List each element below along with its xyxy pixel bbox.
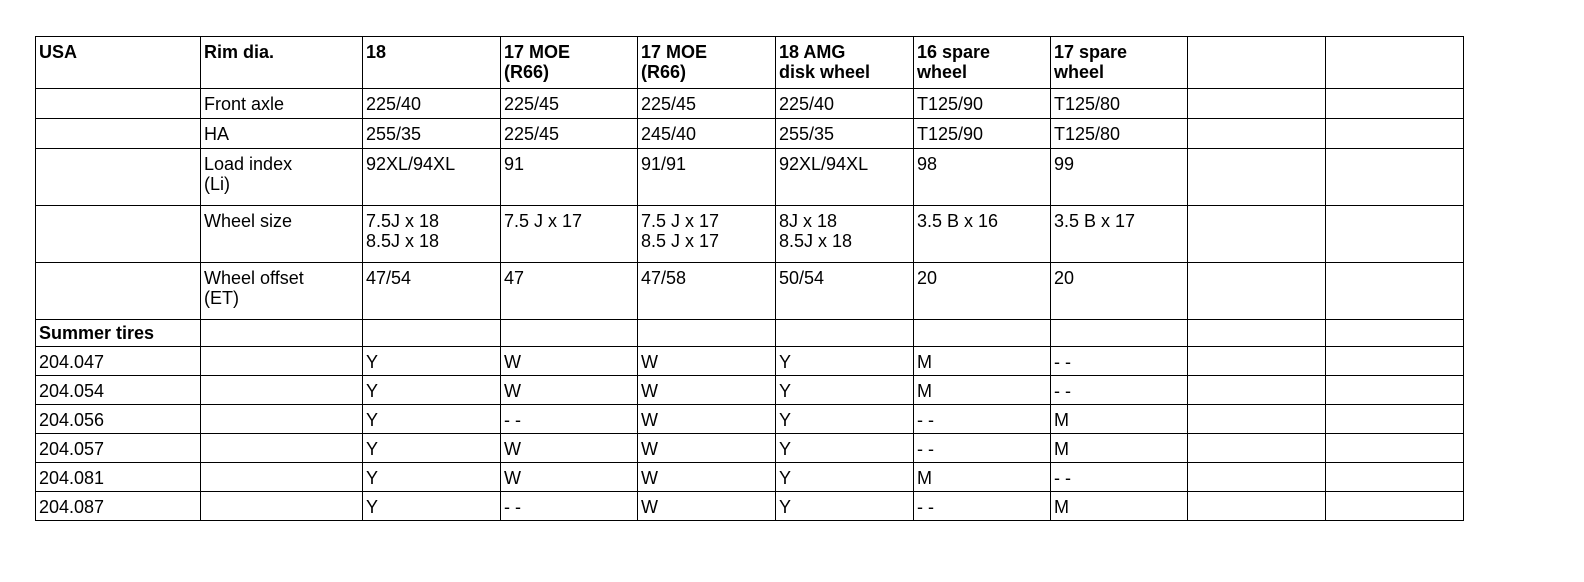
speed-rating: M bbox=[1051, 405, 1188, 434]
empty-cell bbox=[1051, 320, 1188, 347]
spec-value: T125/90 bbox=[914, 119, 1051, 149]
spec-row bbox=[36, 206, 1464, 263]
spec-value: 255/35 bbox=[776, 119, 914, 149]
table-body bbox=[36, 37, 1464, 521]
empty-cell bbox=[1326, 206, 1464, 263]
empty-cell bbox=[1326, 149, 1464, 206]
table-row bbox=[36, 434, 1464, 463]
spec-value: 91 bbox=[501, 149, 638, 206]
tire-spec-table bbox=[35, 36, 1464, 521]
empty-cell bbox=[1326, 89, 1464, 119]
spec-value: 225/45 bbox=[501, 89, 638, 119]
speed-rating: W bbox=[638, 492, 776, 521]
header-cell bbox=[1188, 37, 1326, 89]
spec-label: Wheel size bbox=[201, 206, 363, 263]
empty-cell bbox=[1188, 405, 1326, 434]
speed-rating: Y bbox=[776, 405, 914, 434]
header-cell bbox=[1326, 37, 1464, 89]
empty-cell bbox=[1326, 376, 1464, 405]
speed-rating: Y bbox=[363, 376, 501, 405]
empty-cell bbox=[1326, 263, 1464, 320]
spec-value: 47/58 bbox=[638, 263, 776, 320]
empty-cell bbox=[1188, 89, 1326, 119]
speed-rating: Y bbox=[776, 492, 914, 521]
spec-value: T125/80 bbox=[1051, 119, 1188, 149]
empty-cell bbox=[501, 320, 638, 347]
spec-value: T125/90 bbox=[914, 89, 1051, 119]
speed-rating: W bbox=[638, 463, 776, 492]
spec-label: Front axle bbox=[201, 89, 363, 119]
empty-cell bbox=[201, 347, 363, 376]
tire-code: 204.081 bbox=[36, 463, 201, 492]
spec-value: 7.5J x 18 8.5J x 18 bbox=[363, 206, 501, 263]
speed-rating: W bbox=[501, 434, 638, 463]
speed-rating: Y bbox=[776, 376, 914, 405]
speed-rating: Y bbox=[363, 463, 501, 492]
empty-cell bbox=[1326, 434, 1464, 463]
spec-label: Wheel offset (ET) bbox=[201, 263, 363, 320]
empty-cell bbox=[1188, 119, 1326, 149]
empty-cell bbox=[201, 405, 363, 434]
header-cell: 17 MOE (R66) bbox=[501, 37, 638, 89]
spec-value: T125/80 bbox=[1051, 89, 1188, 119]
table-row bbox=[36, 405, 1464, 434]
empty-cell bbox=[1188, 376, 1326, 405]
speed-rating: M bbox=[914, 376, 1051, 405]
tire-code: 204.054 bbox=[36, 376, 201, 405]
empty-cell bbox=[1188, 206, 1326, 263]
spec-row bbox=[36, 149, 1464, 206]
header-cell: 16 spare wheel bbox=[914, 37, 1051, 89]
speed-rating: Y bbox=[776, 347, 914, 376]
spec-value: 98 bbox=[914, 149, 1051, 206]
speed-rating: M bbox=[914, 463, 1051, 492]
empty-cell bbox=[201, 376, 363, 405]
empty-cell bbox=[201, 320, 363, 347]
empty-cell bbox=[1188, 463, 1326, 492]
table-row bbox=[36, 463, 1464, 492]
header-cell: 17 spare wheel bbox=[1051, 37, 1188, 89]
speed-rating: - - bbox=[1051, 463, 1188, 492]
table-row bbox=[36, 376, 1464, 405]
empty-cell bbox=[1188, 434, 1326, 463]
table-row bbox=[36, 347, 1464, 376]
empty-cell bbox=[1188, 347, 1326, 376]
spec-value: 47/54 bbox=[363, 263, 501, 320]
header-cell: 18 AMG disk wheel bbox=[776, 37, 914, 89]
speed-rating: W bbox=[638, 434, 776, 463]
spec-value: 7.5 J x 17 8.5 J x 17 bbox=[638, 206, 776, 263]
spec-value: 92XL/94XL bbox=[363, 149, 501, 206]
header-row bbox=[36, 37, 1464, 89]
empty-cell bbox=[201, 463, 363, 492]
table-row bbox=[36, 492, 1464, 521]
tire-code: 204.047 bbox=[36, 347, 201, 376]
empty-cell bbox=[36, 206, 201, 263]
empty-cell bbox=[201, 434, 363, 463]
speed-rating: Y bbox=[363, 434, 501, 463]
speed-rating: W bbox=[501, 347, 638, 376]
speed-rating: - - bbox=[1051, 347, 1188, 376]
spec-row bbox=[36, 89, 1464, 119]
spec-value: 225/45 bbox=[501, 119, 638, 149]
spec-value: 225/40 bbox=[776, 89, 914, 119]
speed-rating: W bbox=[501, 463, 638, 492]
speed-rating: - - bbox=[501, 405, 638, 434]
speed-rating: - - bbox=[914, 405, 1051, 434]
speed-rating: Y bbox=[363, 405, 501, 434]
speed-rating: - - bbox=[1051, 376, 1188, 405]
speed-rating: Y bbox=[776, 463, 914, 492]
empty-cell bbox=[201, 492, 363, 521]
speed-rating: W bbox=[638, 347, 776, 376]
empty-cell bbox=[914, 320, 1051, 347]
speed-rating: Y bbox=[363, 492, 501, 521]
spec-value: 225/45 bbox=[638, 89, 776, 119]
header-cell: Rim dia. bbox=[201, 37, 363, 89]
spec-row bbox=[36, 119, 1464, 149]
empty-cell bbox=[776, 320, 914, 347]
spec-value: 8J x 18 8.5J x 18 bbox=[776, 206, 914, 263]
tire-code: 204.087 bbox=[36, 492, 201, 521]
speed-rating: - - bbox=[914, 434, 1051, 463]
empty-cell bbox=[1188, 492, 1326, 521]
empty-cell bbox=[1326, 347, 1464, 376]
spec-value: 20 bbox=[1051, 263, 1188, 320]
empty-cell bbox=[36, 119, 201, 149]
empty-cell bbox=[1188, 263, 1326, 320]
speed-rating: W bbox=[638, 405, 776, 434]
spec-value: 92XL/94XL bbox=[776, 149, 914, 206]
section-label: Summer tires bbox=[36, 320, 201, 347]
header-cell: USA bbox=[36, 37, 201, 89]
empty-cell bbox=[1326, 492, 1464, 521]
empty-cell bbox=[363, 320, 501, 347]
spec-value: 3.5 B x 16 bbox=[914, 206, 1051, 263]
spec-value: 3.5 B x 17 bbox=[1051, 206, 1188, 263]
spec-row bbox=[36, 263, 1464, 320]
spec-value: 47 bbox=[501, 263, 638, 320]
header-cell: 18 bbox=[363, 37, 501, 89]
spec-label: HA bbox=[201, 119, 363, 149]
tire-code: 204.057 bbox=[36, 434, 201, 463]
speed-rating: W bbox=[501, 376, 638, 405]
spec-value: 50/54 bbox=[776, 263, 914, 320]
header-cell: 17 MOE (R66) bbox=[638, 37, 776, 89]
empty-cell bbox=[36, 149, 201, 206]
speed-rating: W bbox=[638, 376, 776, 405]
empty-cell bbox=[36, 263, 201, 320]
spec-value: 20 bbox=[914, 263, 1051, 320]
empty-cell bbox=[1188, 320, 1326, 347]
empty-cell bbox=[1188, 149, 1326, 206]
empty-cell bbox=[1326, 405, 1464, 434]
speed-rating: M bbox=[1051, 434, 1188, 463]
spec-value: 91/91 bbox=[638, 149, 776, 206]
empty-cell bbox=[638, 320, 776, 347]
empty-cell bbox=[1326, 463, 1464, 492]
speed-rating: M bbox=[1051, 492, 1188, 521]
tire-code: 204.056 bbox=[36, 405, 201, 434]
speed-rating: - - bbox=[501, 492, 638, 521]
spec-label: Load index (Li) bbox=[201, 149, 363, 206]
empty-cell bbox=[1326, 119, 1464, 149]
spec-value: 99 bbox=[1051, 149, 1188, 206]
speed-rating: - - bbox=[914, 492, 1051, 521]
speed-rating: Y bbox=[776, 434, 914, 463]
spec-value: 255/35 bbox=[363, 119, 501, 149]
empty-cell bbox=[36, 89, 201, 119]
spec-value: 7.5 J x 17 bbox=[501, 206, 638, 263]
empty-cell bbox=[1326, 320, 1464, 347]
speed-rating: M bbox=[914, 347, 1051, 376]
speed-rating: Y bbox=[363, 347, 501, 376]
spec-value: 245/40 bbox=[638, 119, 776, 149]
section-row bbox=[36, 320, 1464, 347]
spec-value: 225/40 bbox=[363, 89, 501, 119]
